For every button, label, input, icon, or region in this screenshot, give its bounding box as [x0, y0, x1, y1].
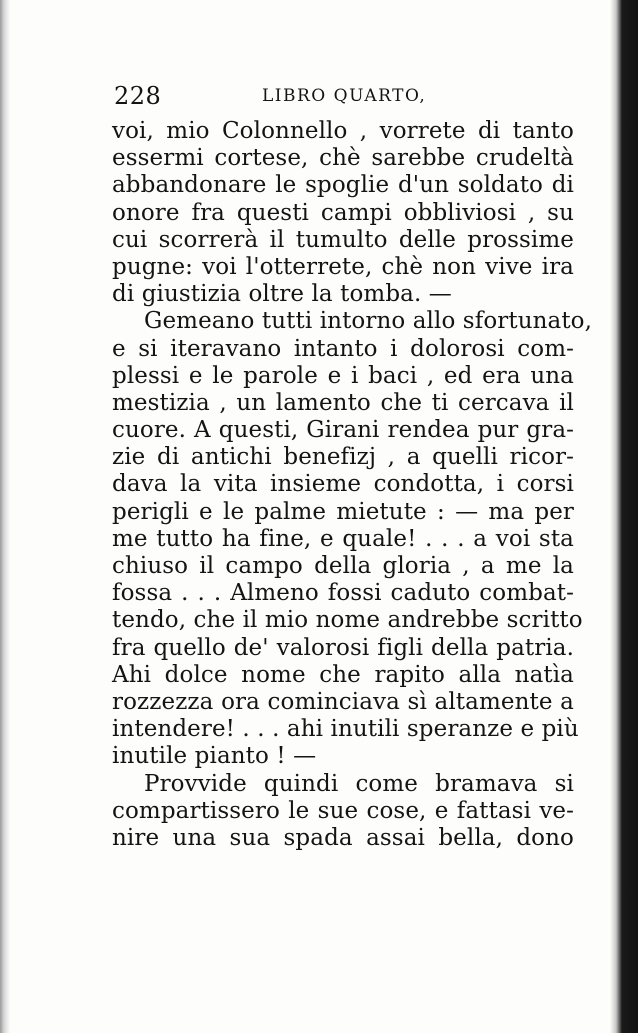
text-line: onore fra questi campi obbliviosi , su: [112, 199, 574, 226]
text-line: di giustizia oltre la tomba. —: [112, 281, 452, 308]
text-line: essermi cortese, chè sarebbe crudeltà: [112, 145, 574, 172]
text-line: rozzezza ora cominciava sì altamente a: [112, 688, 574, 715]
running-title: LIBRO QUARTO,: [262, 86, 427, 106]
text-line: voi, mio Colonnello , vorrete di tanto: [112, 118, 574, 144]
text-line: perigli e le palme mietute : — ma per: [112, 498, 574, 525]
page-text-block: [112, 80, 593, 852]
text-line: Gemeano tutti intorno allo sfortunato,: [144, 308, 593, 335]
page-number: 228: [114, 82, 162, 110]
page-header: [112, 80, 574, 118]
text-line: dava la vita insieme condotta, i corsi: [112, 471, 574, 498]
text-line: intendere! . . . ahi inutili speranze e più: [112, 716, 579, 743]
page-right-edge-binding: [610, 0, 638, 1033]
body-text: [112, 118, 593, 852]
text-line: plessi e le parole e i baci , ed era una: [112, 362, 574, 389]
text-line: pugne: voi l'otterrete, chè non vive ira: [112, 253, 574, 280]
text-line: mestizia , un lamento che ti cercava il: [112, 389, 574, 416]
text-line: abbandonare le spoglie d'un soldato di: [112, 172, 574, 199]
text-line: me tutto ha fine, e quale! . . . a voi sta: [112, 525, 574, 552]
text-line: inutile pianto ! —: [112, 743, 317, 770]
text-line: chiuso il campo della gloria , a me la: [112, 553, 574, 579]
text-line: Ahi dolce nome che rapito alla natìa: [112, 661, 574, 688]
text-line: Provvide quindi come bramava si: [144, 770, 574, 797]
text-line: compartissero le sue cose, e fattasi ve-: [112, 797, 574, 824]
text-line: fossa . . . Almeno fossi caduto combat-: [112, 580, 574, 607]
text-line: zie di antichi benefizj , a quelli ricor-: [112, 444, 574, 471]
text-line: tendo, che il mio nome andrebbe scritto: [112, 607, 583, 634]
text-line: e si iteravano intanto i dolorosi com-: [112, 335, 574, 362]
text-line: fra quello de' valorosi figli della patria.: [112, 634, 574, 661]
text-line: cuore. A questi, Girani rendea pur gra-: [112, 417, 574, 444]
text-line: nire una sua spada assai bella, dono: [112, 824, 574, 851]
text-line: cui scorrerà il tumulto delle prossime: [112, 226, 574, 253]
page-left-edge-shadow: [0, 0, 10, 1033]
